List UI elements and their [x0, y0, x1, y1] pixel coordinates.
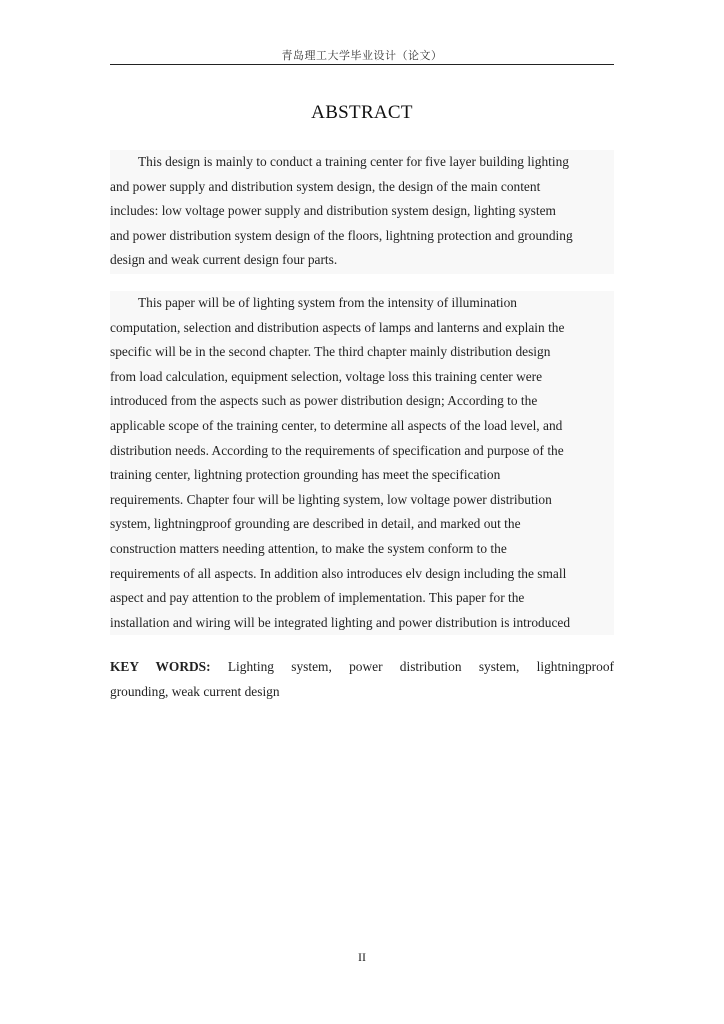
keyword-word: Lighting	[227, 659, 274, 674]
paragraph-line: distribution needs. According to the requirements of specification and purpose of the	[110, 442, 564, 458]
page-number: II	[358, 950, 366, 964]
keywords-line-1	[110, 655, 614, 680]
paragraph-line: installation and wiring will be integrated lighting and power distribution is introduced	[110, 614, 571, 630]
paragraph-line: design and weak current design four parts.	[110, 252, 338, 268]
keyword-word: system,	[478, 659, 520, 674]
paragraph-line: from load calculation, equipment selection, voltage loss this training center were	[110, 368, 543, 384]
paragraph-line: training center, lightning protection grounding has meet the specification	[110, 467, 501, 483]
paragraph-line: construction matters needing attention, to make the system conform to the	[110, 540, 507, 556]
keywords-line-2: grounding, weak current design	[110, 683, 280, 699]
keyword-word: system,	[291, 659, 332, 674]
paragraph-line: introduced from the aspects such as power distribution design; According to the	[110, 393, 538, 409]
paragraph-line: includes: low voltage power supply and distribution system design, lighting system	[110, 203, 556, 219]
keyword-word: power	[349, 659, 383, 674]
header-divider	[110, 64, 614, 65]
keyword-word: distribution	[399, 659, 462, 674]
paragraph-line: system, lightningproof grounding are described in detail, and marked out the	[110, 516, 521, 532]
paragraph-line: aspect and pay attention to the problem of implementation. This paper for the	[110, 590, 525, 606]
keywords-block	[110, 655, 614, 704]
abstract-paragraph-1	[110, 150, 614, 274]
paragraph-line: requirements. Chapter four will be lighting system, low voltage power distribution	[110, 491, 552, 507]
abstract-title: ABSTRACT	[311, 102, 413, 123]
keyword-word: lightningproof	[536, 659, 614, 674]
paragraph-line: and power distribution system design of the floors, lightning protection and grounding	[110, 227, 573, 243]
paragraph-line: computation, selection and distribution aspects of lamps and lanterns and explain the	[110, 319, 565, 335]
paragraph-line: requirements of all aspects. In addition also introduces elv design including the small	[110, 565, 567, 581]
paragraph-line: applicable scope of the training center, to determine all aspects of the load level, and	[110, 417, 563, 433]
paragraph-line: and power supply and distribution system design, the design of the main content	[110, 178, 541, 194]
paragraph-line: This design is mainly to conduct a training center for five layer building lighting	[138, 154, 570, 169]
abstract-paragraph-2	[110, 291, 614, 635]
keywords-label: KEY WORDS:	[110, 659, 211, 674]
paragraph-line: specific will be in the second chapter. The third chapter mainly distribution design	[110, 344, 551, 360]
running-header: 青岛理工大学毕业设计（论文）	[281, 49, 443, 62]
paragraph-line: This paper will be of lighting system from the intensity of illumination	[138, 295, 517, 310]
